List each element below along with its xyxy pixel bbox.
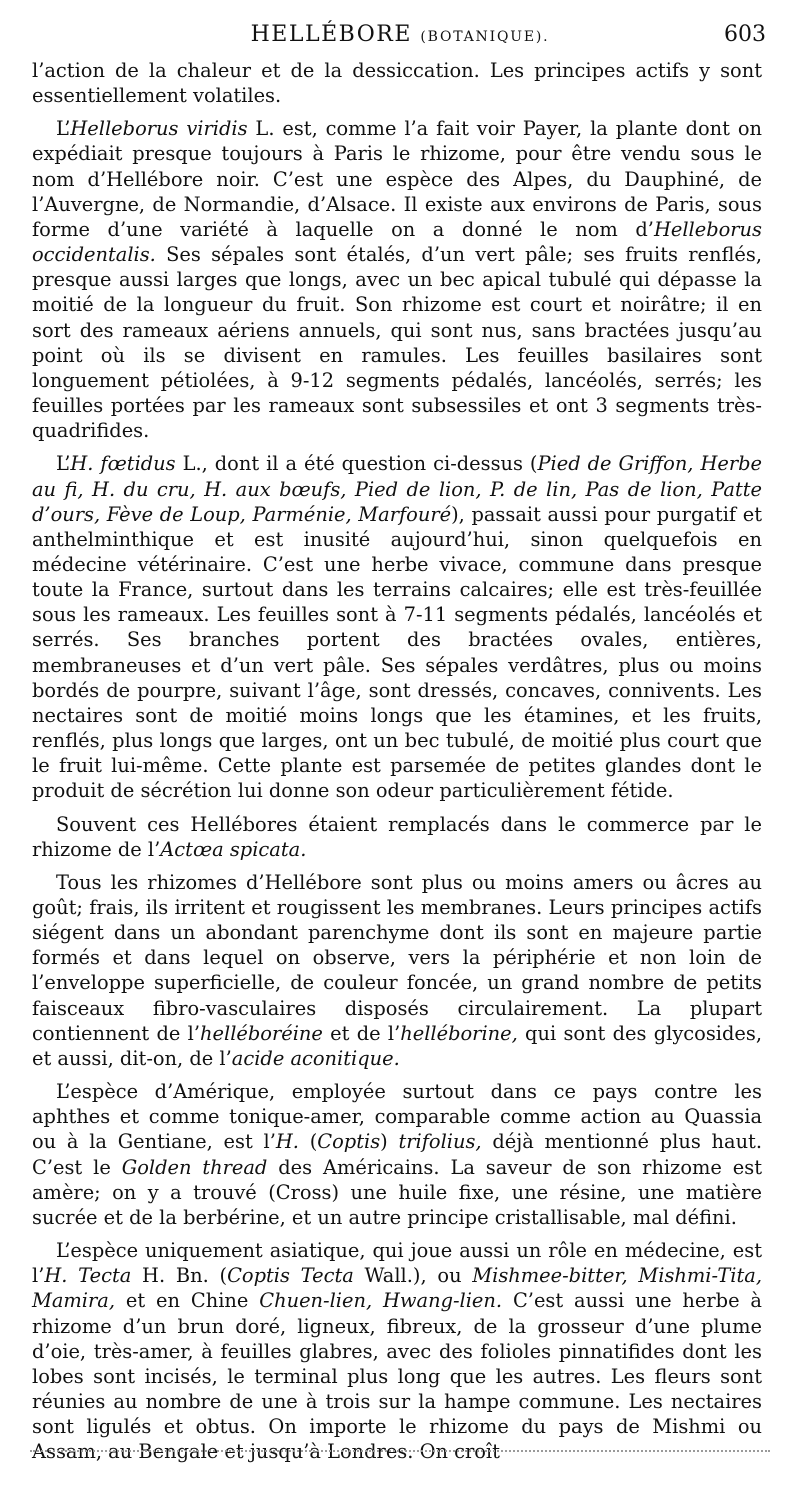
text-run: L’espèce d’Amérique, employée surtout dans ce pays contre les aphthes et comme tonique-amer, comparable comme action au Quassia ou à la Gentiane, est l’ bbox=[32, 1080, 762, 1154]
italic-text: H. Tecta bbox=[44, 1264, 132, 1288]
italic-text: Coptis bbox=[317, 1130, 381, 1154]
text-run: L’ bbox=[56, 117, 71, 141]
text-run: qui sont des glycosides, et aussi, dit-on, de l’ bbox=[32, 1021, 762, 1070]
text-run: déjà mentionné plus haut. C’est le bbox=[32, 1130, 763, 1179]
text-run: L., dont il a été question ci-dessus ( bbox=[175, 452, 538, 476]
paragraph bbox=[32, 870, 762, 1071]
text-run: Souvent ces Hellébores étaient remplacés dans le commerce par le rhizome de l’ bbox=[32, 812, 762, 861]
italic-text: trifolius, bbox=[398, 1130, 482, 1154]
text-run: L. est, comme l’a fait voir Payer, la plante dont on expédiait presque toujours à Paris le rhizome, pour être vendu sous le nom d’Hellébore noir. C’est une espèce des Alpes, du Dauphiné, de l’Auvergne, de Normandie, d’Alsace. Il existe aux environs de Paris, sous forme d’une variété à laquelle on a donné le nom d’ bbox=[32, 117, 762, 241]
italic-text: H. bbox=[275, 1130, 299, 1154]
text-run: L’ bbox=[56, 452, 71, 476]
italic-text: helléborine, bbox=[400, 1021, 518, 1045]
italic-text: H. fœtidus bbox=[70, 452, 176, 476]
running-head-title: HELLÉBORE bbox=[250, 22, 412, 47]
text-run: Wall.), ou bbox=[353, 1264, 473, 1288]
page-number: 603 bbox=[724, 22, 766, 47]
text-run: ), passait aussi pour purgatif et anthelminthique et est inusité aujourd’hui, sinon quelquefois en médecine vétérinaire. C’est une herbe vivace, commune dans presque toute la France, surtout dans les terrains calcaires; elle est très-feuillée sous les rameaux. Les feuilles sont à 7-11 segments pédalés, lancéolés et serrés. Ses branches portent des bractées ovales, entières, membraneuses et d’un vert pâle. Ses sépales verdâtres, plus ou moins bordés de pourpre, suivant l’âge, sont dressés, concaves, connivents. Les nectaires sont de moitié moins longs que les étamines, et les fruits, renflés, plus longs que larges, ont un bec tubulé, de moitié plus court que le fruit lui-même. Cette plante est parsemée de petites glandes dont le produit de sécrétion lui donne son odeur particulièrement fétide. bbox=[32, 502, 762, 803]
text-run: et de l’ bbox=[322, 1021, 401, 1045]
italic-text: Helleborus occidentalis. bbox=[32, 217, 762, 267]
footer-rule bbox=[30, 1450, 770, 1452]
body-text bbox=[32, 58, 762, 1464]
italic-text: Mishmee-bitter, Mishmi-Tita, Mamira, bbox=[32, 1264, 762, 1313]
italic-text: Coptis Tecta bbox=[227, 1264, 354, 1288]
paragraph bbox=[32, 1079, 762, 1230]
italic-text: Golden thread bbox=[121, 1155, 268, 1179]
paragraph: l’action de la chaleur et de la dessiccation. Les principes actifs y sont essentiellement volatiles. bbox=[32, 59, 762, 108]
italic-text: helléboréine bbox=[200, 1021, 323, 1045]
paragraph bbox=[32, 812, 762, 862]
italic-text: Chuen-lien, Hwang-lien. bbox=[259, 1289, 503, 1313]
italic-text: acide aconitique. bbox=[231, 1046, 400, 1070]
running-head bbox=[0, 22, 800, 47]
text-run: ( bbox=[298, 1130, 318, 1154]
text-run: H. Bn. ( bbox=[131, 1264, 228, 1288]
text-run: et en Chine bbox=[115, 1289, 260, 1313]
text-run: des Américains. La saveur de son rhizome est amère; on y a trouvé (Cross) une huile fixe, une résine, une matière sucrée et de la berbérine, et un autre principe cristallisable, mal défini. bbox=[32, 1155, 762, 1229]
italic-text: Pied de Griffon, Herbe au fi, H. du cru, H. aux bœufs, Pied de lion, P. de lin, Pas de lion, Patte d’ours, Fève de Loup, Parménie, Marfouré bbox=[32, 452, 762, 526]
paragraph bbox=[32, 1238, 762, 1464]
text-run: C’est aussi une herbe à rhizome d’un brun doré, ligneux, fibreux, de la grosseur d’une plume d’oie, très-amer, à feuilles glabres, avec des folioles pinnatifides dont les lobes sont incisés, le terminal plus long que les autres. Les fleurs sont réunies au nombre de une à trois sur la hampe commune. Les nectaires sont ligulés et obtus. On importe le rhizome du pays de Mishmi ou Assam, au Bengale et jusqu’à Londres. On croît bbox=[32, 1289, 762, 1464]
text-run: Tous les rhizomes d’Hellébore sont plus ou moins amers ou âcres au goût; frais, ils irritent et rougissent les membranes. Leurs principes actifs siégent dans un abondant parenchyme dont ils sont en majeure partie formés et dans lequel on observe, vers la périphérie et non loin de l’enveloppe superficielle, de couleur foncée, un grand nombre de petits faisceaux fibro-vasculaires disposés circulairement. La plupart contiennent de l’ bbox=[32, 870, 762, 1045]
page-header bbox=[0, 22, 800, 52]
running-head-subtitle: (BOTANIQUE). bbox=[420, 29, 550, 45]
text-run: Ses sépales sont étalés, d’un vert pâle; ses fruits renflés, presque aussi larges que longs, avec un bec apical tubulé qui dépasse la moitié de la longueur du fruit. Son rhizome est court et noirâtre; il en sort des rameaux aériens annuels, qui sont nus, sans bractées jusqu’au point où ils se divisent en ramules. Les feuilles basilaires sont longuement pétiolées, à 9-12 segments pédalés, lancéolés, serrés; les feuilles portées par les rameaux sont subsessiles et ont 3 segments très-quadrifides. bbox=[32, 243, 762, 443]
italic-text: Actœa spicata. bbox=[160, 837, 307, 861]
paragraph bbox=[32, 451, 762, 803]
text-run: L’espèce uniquement asiatique, qui joue aussi un rôle en médecine, est l’ bbox=[32, 1239, 762, 1288]
italic-text: Helleborus viridis bbox=[70, 117, 248, 141]
text-run: ) bbox=[380, 1130, 399, 1154]
paragraph bbox=[32, 116, 762, 443]
